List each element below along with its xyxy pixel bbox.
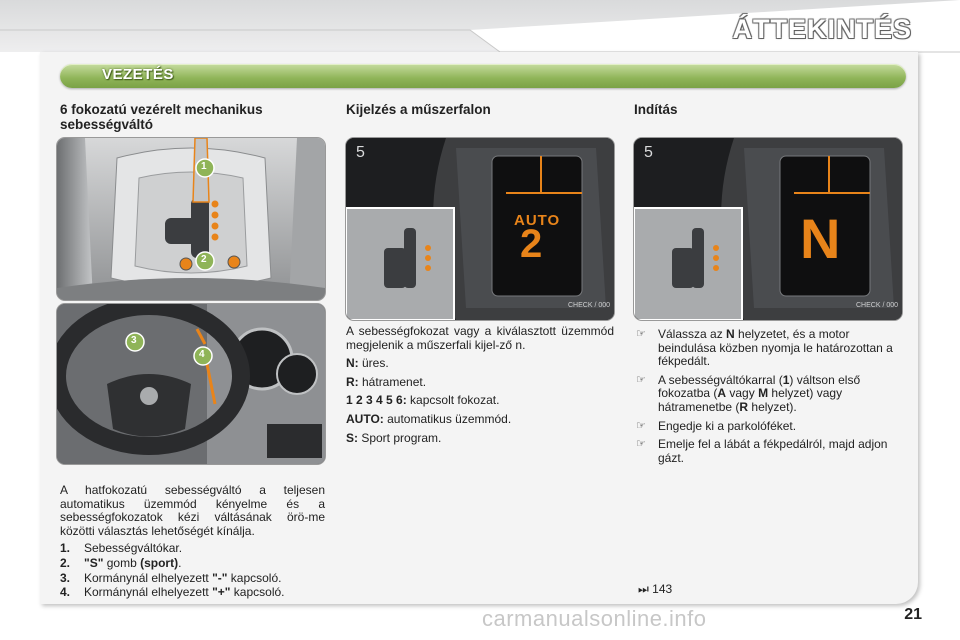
col1-heading-wrap	[60, 102, 330, 132]
item-num: 3.	[60, 570, 71, 585]
page-title: ÁTTEKINTÉS	[732, 14, 912, 44]
item-bold: "+"	[212, 585, 231, 600]
def-row	[346, 413, 614, 427]
def-term: S:	[346, 430, 358, 445]
page-number: 21	[904, 606, 922, 623]
check-label: CHECK / 000	[856, 302, 899, 309]
item-text: gomb	[103, 555, 141, 570]
display-auto-drawing	[346, 138, 614, 320]
dial-number: 5	[644, 144, 653, 161]
def-row	[346, 432, 614, 446]
badge-1: 1	[201, 161, 207, 172]
finger-icon: ☞	[636, 438, 646, 451]
display-auto-label: AUTO	[514, 212, 561, 229]
item-text: Sebességváltókar.	[84, 541, 183, 556]
item-text: Kormánynál elhelyezett	[84, 585, 213, 600]
col1-intro: A hatfokozatú sebességváltó a teljesen automatikus üzemmód kényelme és a sebességfokozatok kézi váltásának örö-me közötti választás lehetőségét kínálja.	[60, 483, 325, 538]
badge-3: 3	[131, 335, 137, 346]
finger-icon: ☞	[636, 419, 646, 432]
col2-text	[346, 325, 614, 450]
gear-selector-image	[57, 138, 325, 300]
display-gear: N	[800, 207, 841, 270]
list-item	[60, 557, 325, 571]
col3-heading: Indítás	[634, 102, 678, 117]
list-item	[60, 586, 325, 600]
bullet-bold: M	[758, 386, 769, 401]
bullet-text: Válassza az N helyzetet, és a motor beindulása közben nyomja le határozottan a fékpedált.	[658, 327, 893, 369]
check-label: CHECK / 000	[568, 302, 611, 309]
col1-text	[60, 484, 325, 601]
bullet-item	[636, 438, 904, 465]
steering-wheel-image	[57, 304, 325, 464]
col3-text	[636, 328, 904, 470]
finger-icon: ☞	[636, 373, 646, 386]
col2-heading-wrap	[346, 102, 616, 117]
def-row	[346, 394, 614, 408]
item-text: kapcsoló.	[230, 585, 285, 600]
bullet-item	[636, 328, 904, 369]
gear-selector-drawing	[57, 138, 325, 300]
col3-heading-wrap	[634, 102, 904, 117]
section-title: VEZETÉS	[102, 66, 174, 83]
display-n-image	[634, 138, 902, 320]
finger-icon: ☞	[636, 328, 646, 340]
item-text: Kormánynál elhelyezett	[84, 570, 213, 585]
steering-wheel-drawing	[57, 304, 325, 464]
def-desc: Sport program.	[358, 430, 442, 445]
display-gear: 2	[520, 222, 543, 266]
watermark: carmanualsonline.info	[482, 606, 707, 631]
item-text: kapcsoló.	[227, 570, 282, 585]
bullet-bold: N	[726, 327, 735, 341]
bullet-item	[636, 374, 904, 415]
bullet-bold: R	[739, 399, 749, 414]
item-bold: "-"	[212, 570, 228, 585]
def-desc: hátramenet.	[358, 374, 427, 389]
def-row	[346, 376, 614, 390]
col2-intro: A sebességfokozat vagy a kiválasztott üzemmód megjelenik a műszerfali kijel-ző n.	[346, 324, 614, 352]
bullet-bold: A	[717, 386, 727, 401]
bullet-text: A sebességváltókarral (1) váltson első fokozatba (A vagy M helyzet) vagy hátramenetbe (R helyzet).	[658, 372, 861, 414]
item-num: 2.	[60, 555, 71, 570]
bullet-text: Emelje fel a lábát a fékpedálról, majd adjon gázt.	[658, 437, 888, 465]
col2-heading: Kijelzés a műszerfalon	[346, 102, 491, 117]
page-reference[interactable]	[638, 582, 672, 597]
def-term: N:	[346, 356, 359, 371]
display-auto-image	[346, 138, 614, 320]
def-desc: automatikus üzemmód.	[383, 411, 512, 426]
item-num: 1.	[60, 541, 71, 556]
col1-heading: 6 fokozatú vezérelt mechanikus sebességváltó	[60, 102, 263, 132]
def-term: 1 2 3 4 5 6:	[346, 393, 407, 408]
ref-page-number: 143	[652, 582, 673, 596]
item-num: 4.	[60, 585, 71, 600]
def-desc: kapcsolt fokozat.	[406, 393, 500, 408]
bullet-item	[636, 420, 904, 434]
badge-2: 2	[201, 254, 207, 265]
item-text: .	[178, 555, 182, 570]
bullet-bold: 1	[782, 372, 790, 387]
list-item	[60, 542, 325, 556]
display-n-drawing	[634, 138, 902, 320]
dial-number: 5	[356, 144, 365, 161]
bullet-text: Engedje ki a parkolóféket.	[658, 418, 797, 433]
item-bold: "S"	[84, 555, 104, 570]
list-item	[60, 572, 325, 586]
item-bold: (sport)	[140, 555, 179, 570]
def-row	[346, 357, 614, 371]
def-desc: üres.	[358, 356, 389, 371]
fast-forward-icon: ⏭	[638, 582, 649, 596]
badge-4: 4	[199, 349, 205, 360]
section-bar	[60, 64, 906, 88]
def-term: AUTO:	[346, 411, 384, 426]
def-term: R:	[346, 374, 359, 389]
